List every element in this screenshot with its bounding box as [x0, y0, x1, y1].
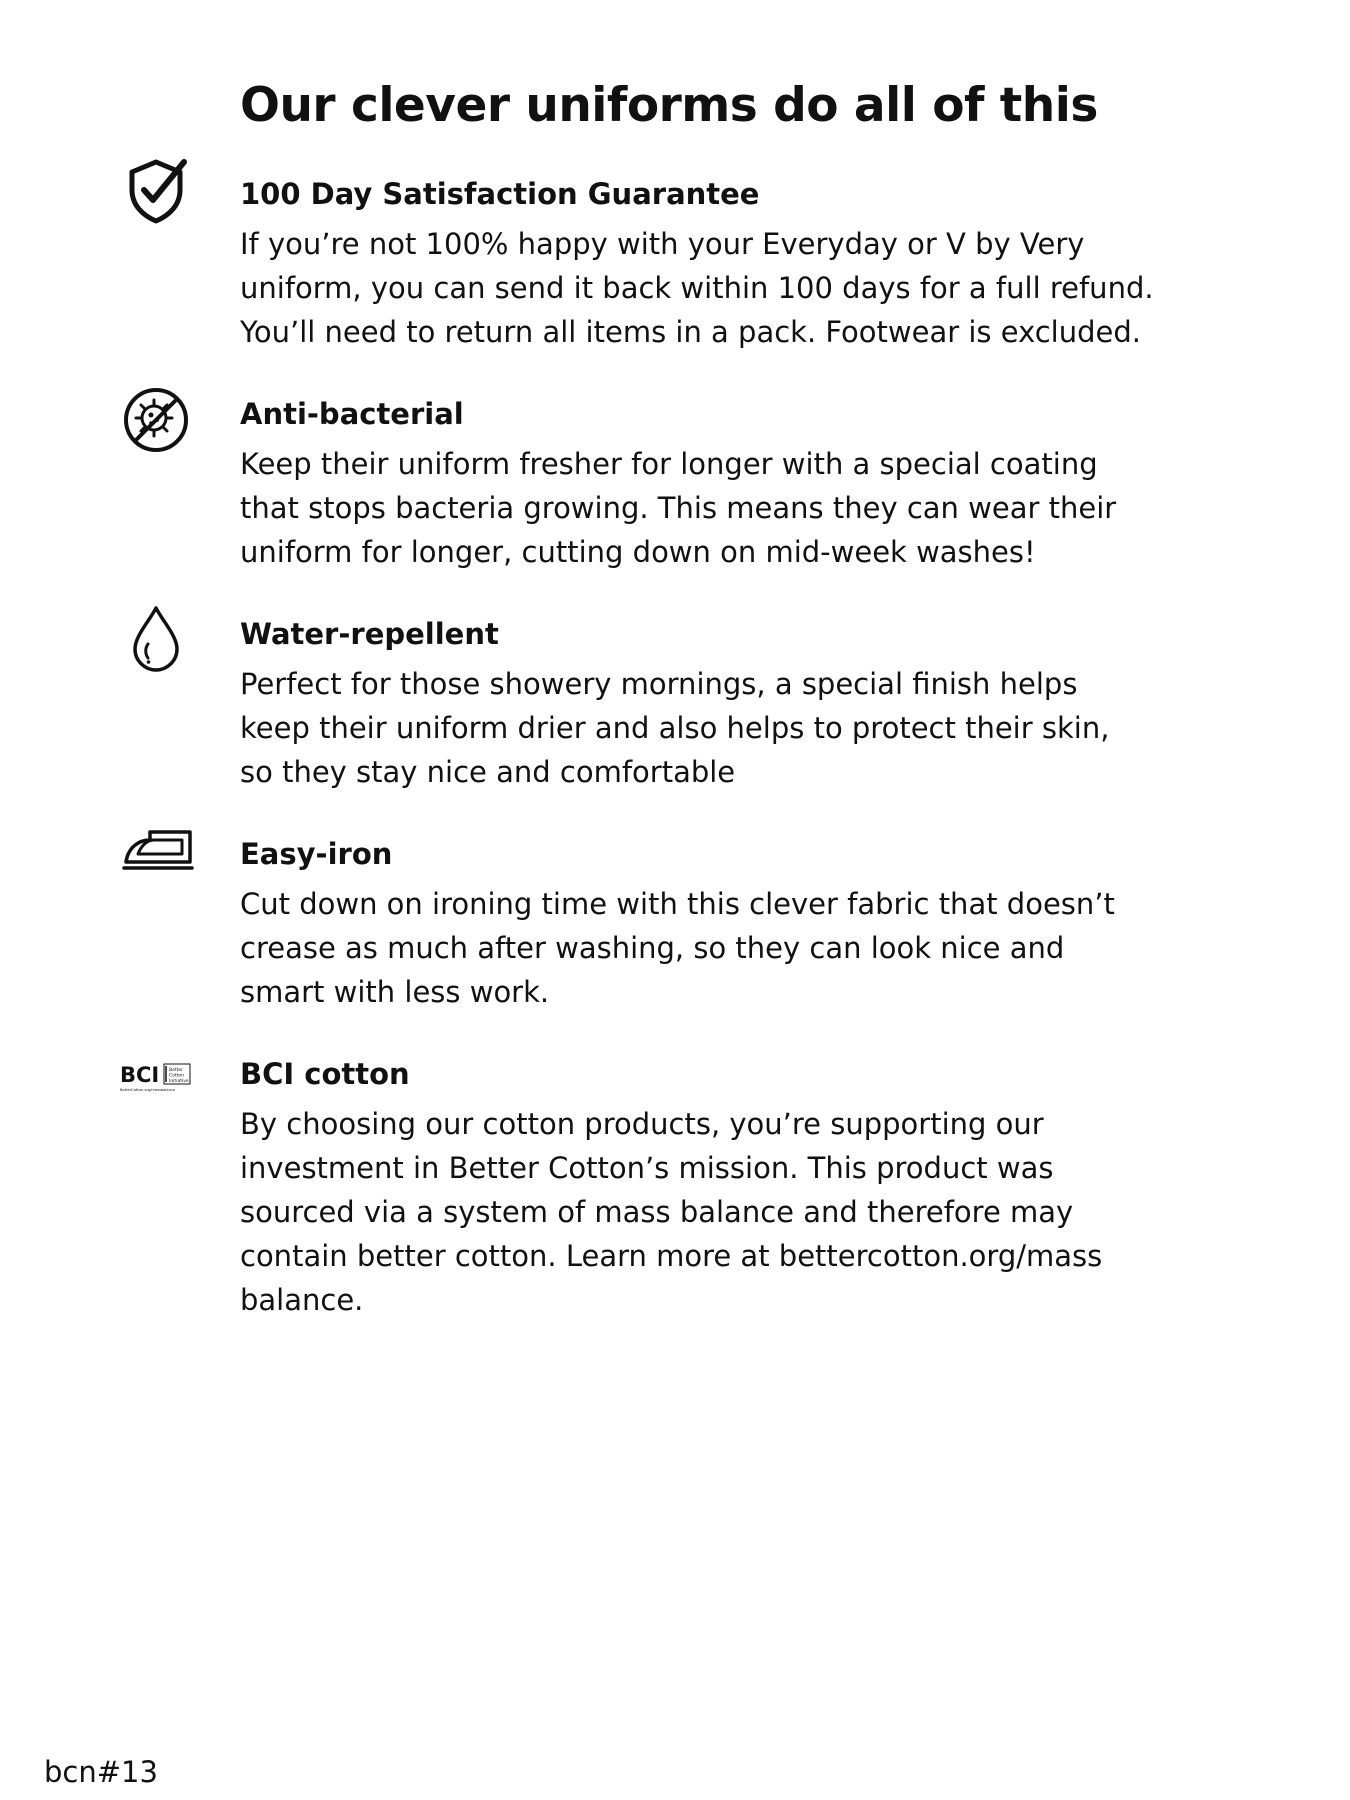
feature-body: Perfect for those showery mornings, a special finish helps keep their uniform drier and also helps to protect their skin, so they stay nice and comfortable	[240, 667, 1110, 789]
no-bacteria-icon	[120, 384, 192, 456]
water-drop-icon	[120, 602, 192, 674]
shield-check-icon	[120, 154, 192, 226]
iron-icon	[120, 814, 196, 886]
feature-heading: 100 Day Satisfaction Guarantee	[240, 177, 760, 211]
feature-body: By choosing our cotton products, you’re supporting our investment in Better Cotton’s mission. This product was sourced via a system of mass balance and therefore may contain better cotton. Learn more at bettercotton.org/mass balance.	[240, 1107, 1103, 1317]
feature-body: If you’re not 100% happy with your Everyday or V by Very uniform, you can send it back within 100 days for a full refund. You’ll need to return all items in a pack. Footwear is excluded.	[240, 227, 1154, 349]
feature-body: Cut down on ironing time with this clever fabric that doesn’t crease as much after washing, so they can look nice and smart with less work.	[240, 887, 1115, 1009]
footer-code: bcn#13	[44, 1755, 158, 1789]
svg-text:Better: Better	[169, 1068, 184, 1073]
feature-heading: BCI cotton	[240, 1057, 410, 1091]
bci-logo-icon	[120, 1060, 192, 1096]
svg-text:BetterCotton.org/massbalance: BetterCotton.org/massbalance	[120, 1088, 176, 1092]
feature-heading: Anti-bacterial	[240, 397, 464, 431]
feature-heading: Water-repellent	[240, 617, 499, 651]
svg-text:BCI: BCI	[120, 1063, 160, 1087]
page-title: Our clever uniforms do all of this	[240, 78, 1098, 133]
feature-body: Keep their uniform fresher for longer with a special coating that stops bacteria growing. This means they can wear their uniform for longer, cutting down on mid-week washes!	[240, 447, 1117, 569]
svg-text:Initiative: Initiative	[169, 1079, 189, 1084]
feature-heading: Easy-iron	[240, 837, 393, 871]
svg-text:Cotton: Cotton	[169, 1073, 185, 1079]
